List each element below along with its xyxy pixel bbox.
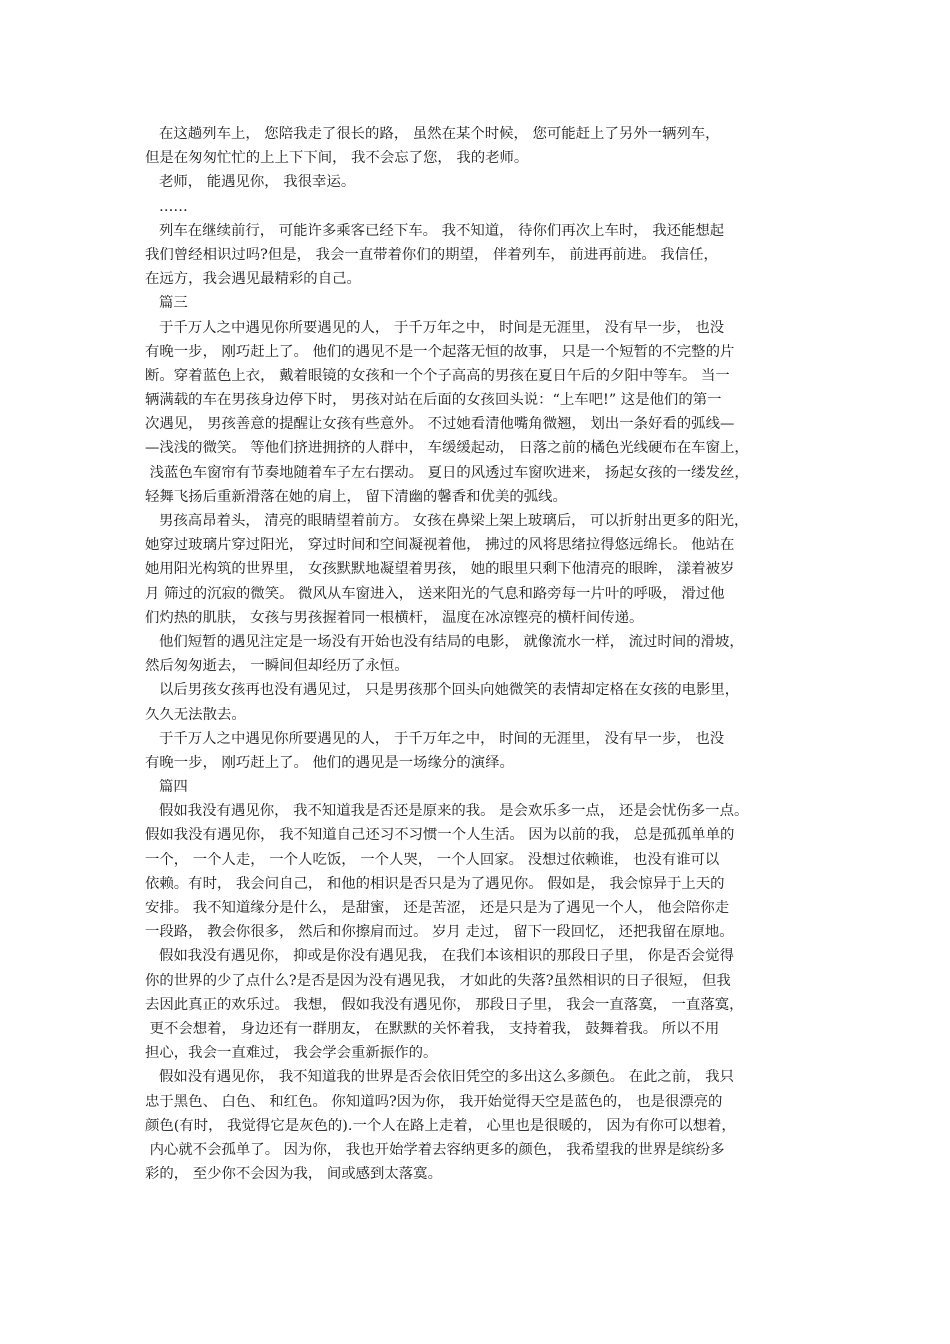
text-line: 颜色(有时， 我觉得它是灰色的).一个人在路上走着， 心里也是很暖的， 因为有你可以想着， [145,1117,736,1134]
text-line: 于千万人之中遇见你所要遇见的人， 于千万年之中， 时间是无涯里， 没有早一步， 也没 [159,319,725,336]
text-line: 男孩高昂着头， 清亮的眼睛望着前方。 女孩在鼻梁上架上玻璃后， 可以折射出更多的阳光， [159,513,749,529]
text-line: 依赖。有时， 我会问自己， 和他的相识是否只是为了遇见你。 假如是， 我会惊异于上天的 [145,875,725,892]
text-line: 以后男孩女孩再也没有遇见过， 只是男孩那个回头向她微笑的表情却定格在女孩的电影里， [159,682,740,699]
text-line: 列车在继续前行， 可能许多乘客已经下车。 我不知道， 待你们再次上车时， 我还能想起 [159,222,725,239]
text-line: 次遇见， 男孩善意的提醒让女孩有些意外。 不过她看清他嘴角微翘， 划出一条好看的弧线— [145,416,735,433]
document-body [145,122,825,1186]
text-line: 你的世界的少了点什么?是否是因为没有遇见我， 才如此的失落?虽然相识的日子很短， 但我 [145,972,731,989]
text-line: 辆满载的车在男孩身边停下时， 男孩对站在后面的女孩回头说：“上车吧!” 这是他们的第一 [145,392,722,409]
text-line: —浅浅的微笑。 等他们挤进拥挤的人群中， 车缓缓起动， 日落之前的橘色光线硬布在车窗上， [145,440,749,457]
text-line: 更不会想着， 身边还有一群朋友， 在默默的关怀着我， 支持着我， 鼓舞着我。 所以不用 [145,1020,720,1037]
text-line: 但是在匆匆忙忙的上上下下间， 我不会忘了您， 我的老师。 [145,150,529,167]
text-line: 我们曾经相识过吗?但是， 我会一直带着你们的期望， 伴着列车， 前进再前进。 我信任， [145,246,718,263]
text-line: 在这趟列车上， 您陪我走了很长的路， 虽然在某个时候， 您可能赶上了另外一辆列车， [159,126,720,142]
text-line: 她穿过玻璃片穿过阳光， 穿过时间和空间凝视着他， 拂过的风将思绪拉得悠远绵长。 他站在 [145,537,735,554]
text-line: 一个， 一个人走， 一个人吃饭， 一个人哭， 一个人回家。 没想过依赖谁， 也没有谁可以 [145,851,720,868]
text-line: 浅蓝色车窗帘有节奏地随着车子左右摆动。 夏日的风透过车窗吹进来， 扬起女孩的一缕发丝， [145,464,749,481]
text-line: 篇四 [159,779,188,796]
text-line: 老师， 能遇见你， 我很幸运。 [159,174,356,191]
text-line: 假如我没有遇见你， 我不知道自己还习不习惯一个人生活。 因为以前的我， 总是孤孤单单的 [145,827,735,844]
text-line: 假如我没有遇见你， 我不知道我是否还是原来的我。 是会欢乐多一点， 还是会忧伤多一点。 [159,803,749,820]
text-line: 她用阳光构筑的世界里， 女孩默默地凝望着男孩， 她的眼里只剩下他清亮的眼眸， 漾着被岁 [145,561,735,578]
text-line: 一段路， 教会你很多， 然后和你擦肩而过。 岁月 走过， 留下一段回忆， 还把我留在原地。 [145,924,734,941]
text-line: 断。穿着蓝色上衣， 戴着眼镜的女孩和一个个子高高的男孩在夏日午后的夕阳中等车。 当一 [145,367,730,384]
text-line: 彩的， 至少你不会因为我， 间或感到太落寞。 [145,1166,442,1183]
text-line: 于千万人之中遇见你所要遇见的人， 于千万年之中， 时间的无涯里， 没有早一步， 也没 [159,730,725,747]
text-line: 假如没有遇见你， 我不知道我的世界是否会依旧凭空的多出这么多颜色。 在此之前， 我只 [159,1069,734,1086]
text-line: 安排。 我不知道缘分是什么， 是甜蜜， 还是苦涩， 还是只是为了遇见一个人， 他会陪你走 [145,900,730,916]
text-line: 有晚一步， 刚巧赶上了。 他们的遇见是一场缘分的演绎。 [145,754,514,771]
text-line: 久久无法散去。 [145,706,246,723]
text-line: 在远方，我会遇见最精彩的自己。 [145,271,361,288]
text-line: 们灼热的肌肤， 女孩与男孩握着同一根横杆， 温度在冰凉铿亮的横杆间传递。 [145,609,644,626]
text-line: …… [159,198,188,215]
text-line: 内心就不会孤单了。 因为你， 我也开始学着去容纳更多的颜色， 我希望我的世界是缤纷多 [145,1141,725,1158]
text-line: 他们短暂的遇见注定是一场没有开始也没有结局的电影， 就像流水一样， 流过时间的滑坡， [159,633,744,650]
text-line: 篇三 [159,295,188,312]
text-line: 月 筛过的沉寂的微笑。 微风从车窗进入， 送来阳光的气息和路旁每一片叶的呼吸， 滑过他 [145,585,725,602]
text-line: 忠于黑色、 白色、 和红色。 你知道吗?因为你， 我开始觉得天空是蓝色的， 也是很漂亮的 [145,1093,723,1110]
text-line: 假如我没有遇见你， 抑或是你没有遇见我， 在我们本该相识的那段日子里， 你是否会觉得 [159,948,734,965]
text-line: 担心，我会一直难过， 我会学会重新振作的。 [145,1045,438,1062]
text-line: 然后匆匆逝去， 一瞬间但却经历了永恒。 [145,658,409,675]
text-line: 有晚一步， 刚巧赶上了。 他们的遇见不是一个起落无恒的故事， 只是一个短暂的不完整的片 [145,343,735,360]
text-line: 轻舞飞扬后重新滑落在她的肩上， 留下清幽的馨香和优美的弧线。 [145,488,567,505]
text-line: 去因此真正的欢乐过。 我想， 假如我没有遇见你， 那段日子里， 我会一直落寞， 一直落寞， [145,996,744,1013]
